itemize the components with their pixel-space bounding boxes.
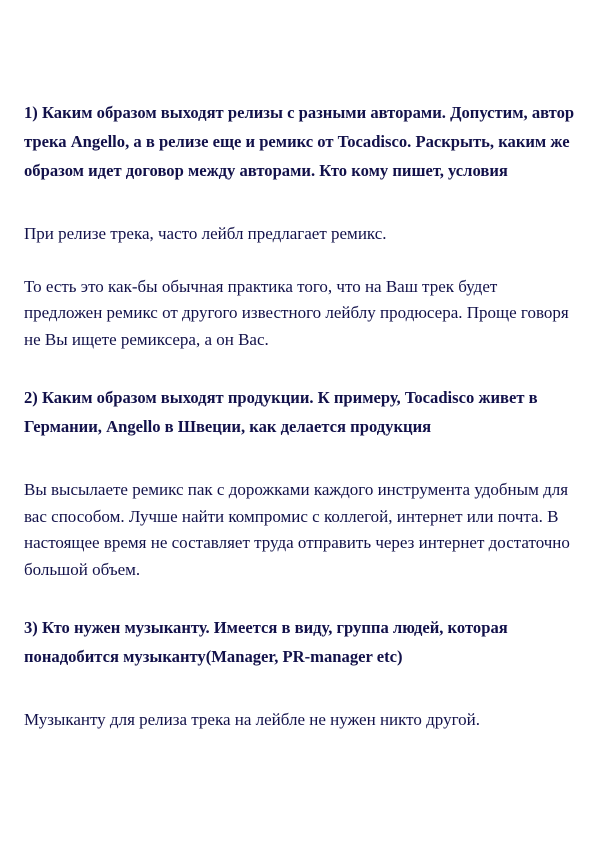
answer-2-paragraph-1: Вы высылаете ремикс пак с дорожками каждого инструмента удобным для вас способом. Лучше найти компромис с коллегой, интернет или почта. В настоящее время не составляет труда отправить через интернет достаточно большой объем. xyxy=(24,480,570,579)
question-1: 1) Каким образом выходят релизы с разными авторами. Допустим, автор трека Angello, а в релизе еще и ремикс от Tocadisco. Раскрыть, каким же образом идет договор между авторами. Кто кому пишет, условия xyxy=(24,103,575,180)
question-3: 3) Кто нужен музыканту. Имеется в виду, группа людей, которая понадобится музыканту(Manager, PR-manager etc) xyxy=(24,618,508,666)
answer-3-paragraph-1: Музыканту для релиза трека на лейбле не нужен никто другой. xyxy=(24,710,480,729)
answer-1-paragraph-1: При релизе трека, часто лейбл предлагает ремикс. xyxy=(24,224,387,243)
answer-1-paragraph-2: То есть это как-бы обычная практика того, что на Ваш трек будет предложен ремикс от другого известного лейблу продюсера. Проще говоря не Вы ищете ремиксера, а он Вас. xyxy=(24,276,569,349)
question-2: 2) Каким образом выходят продукции. К примеру, Tocadisco живет в Германии, Angello в Швеции, как делается продукция xyxy=(24,388,538,436)
document-page xyxy=(24,98,576,734)
